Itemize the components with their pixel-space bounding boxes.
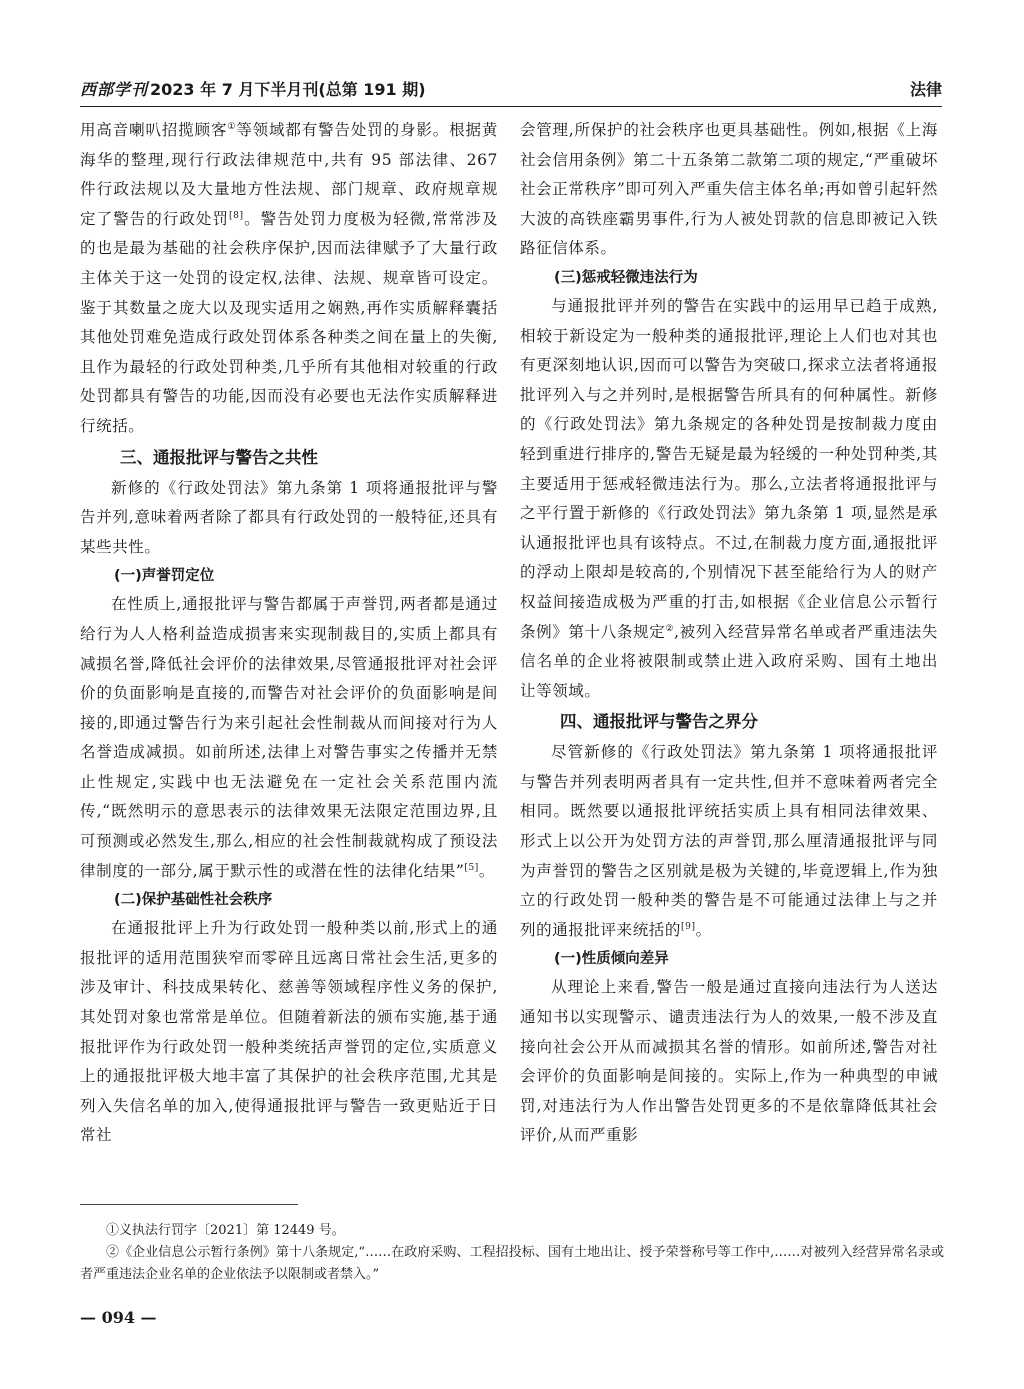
text: ,被列入经营异常名单或者严重违法失信名单的企业将被限制或禁止进入政府采购、国有土地出让等领域。 <box>520 622 938 700</box>
left-column <box>80 116 498 1151</box>
citation-marker: [5] <box>464 862 479 873</box>
text: 与通报批评并列的警告在实践中的运用早已趋于成熟,相较于新设定为一般种类的通报批评,理论上人们也对其也有更深刻地认识,因而可以警告为突破口,探求立法者将通报批评列入与之并列时,是根据警告所具有的何种属性。新修的《行政处罚法》第九条规定的各种处罚是按制裁力度由轻到重进行排序的,警告无疑是最为轻缓的一种处罚种类,其主要适用于惩戒轻微违法行为。那么,立法者将通报批评与之平行置于新修的《行政处罚法》第九条第 1 项,显然是承认通报批评也具有该特点。不过,在制裁力度方面,通报批评的浮动上限却是较高的,个别情况下甚至能给行为人的财产权益间接造成极为严重的打击,如根据《企业信息公示暂行条例》第十八条规定 <box>520 296 938 641</box>
footnote-divider <box>80 1204 298 1205</box>
section-heading-4: 四、通报批评与警告之界分 <box>560 712 758 732</box>
right-paragraph-1: 会管理,所保护的社会秩序也更具基础性。例如,根据《上海社会信用条例》第二十五条第二款第二项的规定,“严重破坏社会正常秩序”即可列入严重失信主体名单;再如曾引起轩然大波的高铁座霸男事件,行为人被处罚款的信息即被记入铁路征信体系。 <box>520 121 938 258</box>
text: 在性质上,通报批评与警告都属于声誉罚,两者都是通过给行为人人格利益造成损害来实现制裁目的,实质上都具有减损名誉,降低社会评价的法律效果,尽管通报批评对社会评价的负面影响是直接的,而警告对社会评价的负面影响是间接的,即通过警告行为来引起社会性制裁从而间接对行为人名誉造成减损。如前所述,法律上对警告事实之传播并无禁止性规定,实践中也无法避免在一定社会关系范围内流传,“既然明示的意思表示的法律效果无法限定范围边界,且可预测或必然发生,那么,相应的社会性制裁就构成了预设法律制度的一部分,属于默示性的或潜在性的法律化结果” <box>80 595 498 880</box>
text: 。 <box>695 920 712 939</box>
subheading-nature-difference: (一)性质倾向差异 <box>554 951 669 968</box>
citation-marker: [9] <box>681 921 696 932</box>
journal-logo: 西部学刊 <box>80 80 149 99</box>
footnote-marker: ② <box>665 623 675 634</box>
right-column <box>520 116 938 1151</box>
page-number: — 094 — <box>80 1308 157 1327</box>
running-header <box>80 68 942 107</box>
text: 。警告处罚力度极为轻微,常常涉及的也是最为基础的社会秩序保护,因而法律赋予了大量行政主体关于这一处罚的设定权,法律、法规、规章皆可设定。鉴于其数量之庞大以及现实适用之娴熟,再作实质解释囊括其他处罚难免造成行政处罚体系各种类之间在量上的失衡,且作为最轻的行政处罚种类,几乎所有其他相对较重的行政处罚都具有警告的功能,因而没有必要也无法作实质解释进行统括。 <box>80 209 498 435</box>
footnote-2: ②《企业信息公示暂行条例》第十八条规定,“……在政府采购、工程招投标、国有土地出让、授予荣誉称号等工作中,……对被列入经营异常名录或者严重违法企业名单的企业依法予以限制或者禁入。” <box>80 1245 944 1282</box>
subheading-reputation: (一)声誉罚定位 <box>114 568 215 585</box>
left-paragraph-2: 新修的《行政处罚法》第九条第 1 项将通报批评与警告并列,意味着两者除了都具有行政处罚的一般特征,还具有某些共性。 <box>80 478 498 556</box>
citation-marker: [8] <box>229 210 244 221</box>
left-paragraph-1 <box>80 116 498 442</box>
text: 。 <box>478 861 496 880</box>
footnotes <box>80 1220 944 1286</box>
subheading-social-order: (二)保护基础性社会秩序 <box>114 892 273 909</box>
text: 尽管新修的《行政处罚法》第九条第 1 项将通报批评与警告并列表明两者具有一定共性,但并不意味着两者完全相同。既然要以通报批评统括实质上具有相同法律效果、形式上以公开为处罚方法的声誉罚,那么厘清通报批评与同为声誉罚的警告之区别就是极为关键的,毕竟逻辑上,作为独立的行政处罚一般种类的警告是不可能通过法律上与之并列的通报批评来统括的 <box>520 743 938 939</box>
journal-issue: 2023 年 7 月下半月刊(总第 191 期) <box>150 80 426 99</box>
right-paragraph-4: 从理论上来看,警告一般是通过直接向违法行为人送达通知书以实现警示、谴责违法行为人的效果,一般不涉及直接向社会公开从而减损其名誉的情形。如前所述,警告对社会评价的负面影响是间接的。实际上,作为一种典型的申诫罚,对违法行为人作出警告处罚更多的不是依靠降低其社会评价,从而严重影 <box>520 978 938 1145</box>
right-paragraph-2 <box>520 292 938 706</box>
section-heading-3: 三、通报批评与警告之共性 <box>120 447 318 467</box>
right-paragraph-3 <box>520 738 938 945</box>
text: 等领域都有警告处罚的身影。根据黄海华的整理,现行行政法律规范中,共有 95 部法律、267 件行政法规以及大量地方性法规、部门规章、政府规章规定了警告的行政处罚 <box>80 121 499 228</box>
left-paragraph-3 <box>80 590 498 886</box>
footnote-1: ①义执法行罚字〔2021〕第 12449 号。 <box>106 1223 345 1238</box>
footnote-marker: ① <box>227 121 237 132</box>
journal-title <box>80 77 426 100</box>
left-paragraph-4: 在通报批评上升为行政处罚一般种类以前,形式上的通报批评的适用范围狭窄而零碎且远离日常社会生活,更多的涉及审计、科技成果转化、慈善等领域程序性义务的保护,其处罚对象也常常是单位。但随着新法的颁布实施,基于通报批评作为行政处罚一般种类统括声誉罚的定位,实质意义上的通报批评极大地丰富了其保护的社会秩序范围,尤其是列入失信名单的加入,使得通报批评与警告一致更贴近于日常社 <box>80 919 498 1145</box>
section-tag: 法律 <box>909 80 942 99</box>
subheading-minor-violations: (三)惩戒轻微违法行为 <box>554 269 698 286</box>
text: 用高音喇叭招揽顾客 <box>80 121 228 139</box>
